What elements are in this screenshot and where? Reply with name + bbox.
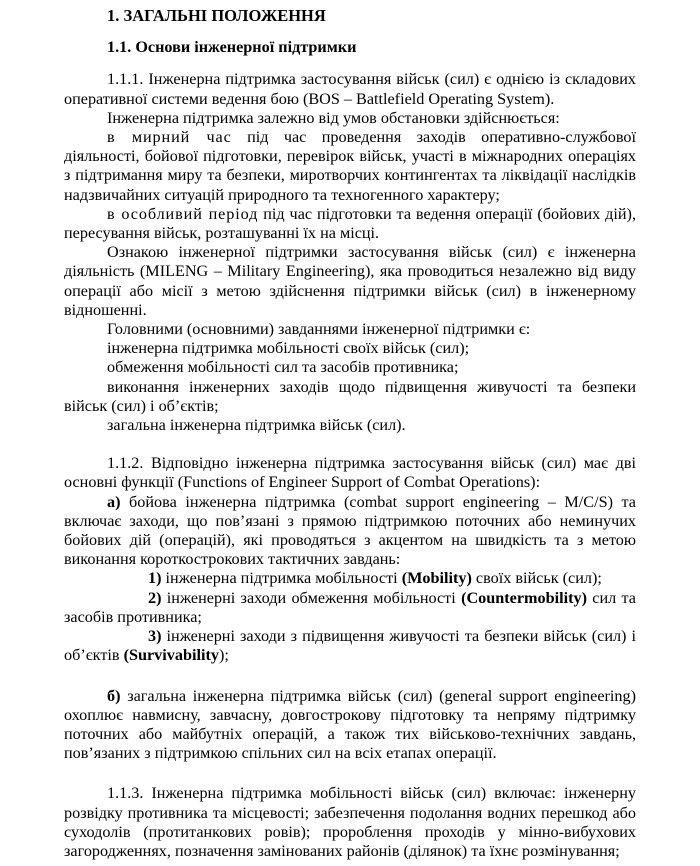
paragraph-general-support (64, 687, 636, 764)
combat-support-text: бойова інженерна підтримка (combat support engineering – M/C/S) та включає заходи, що пов’язані з прямою підтримкою поточних або неминучих бойових дій (операцій), які проводяться з акцентом на швидкість та з метою виконання короткострокових тактичних завдань: (64, 492, 636, 569)
paragraph-1-1-2: 1.1.2. Відповідно інженерна підтримка застосування військ (сил) має дві основні функції (Functions of Engineer Support of Combat Operations): (64, 454, 636, 492)
special-period-text: під час підготовки та ведення операції (бойових дій), пересування військ, розташуванні їх на місці. (64, 204, 636, 243)
item-label-a: а) (107, 492, 121, 511)
item-text: інженерні заходи з підвищення живучості та безпеки військ (сил) і об’єктів (64, 627, 636, 665)
task-item: обмеження мобільності сил та засобів противника; (107, 358, 459, 377)
item-term: (Mobility) (401, 569, 472, 588)
item-term: (Survivability (123, 646, 219, 665)
item-number: 1) (148, 569, 162, 588)
function-item-mobility (64, 569, 636, 588)
peacetime-text: під час проведення заходів оперативно-службової діяльності, бойової підготовки, перевірок військ, участі в міжнародних операціях з підтримання миру та безпеки, миротворчих контингентах та ліквідації наслідків надзвичайних ситуацій природного та техногенного характеру; (64, 128, 636, 204)
paragraph-combat-support (64, 493, 636, 570)
document-page (0, 6, 700, 866)
paragraph-1-1-3: 1.1.3. Інженерна підтримка мобільності військ (сил) включає: інженерну розвідку противника та місцевості; забезпечення подолання водних перешкод або суходолів (протитанкових ровів); пророблення проходів у мінно-вибухових загородженнях, позначення замінованих районів (ділянок) та їхнє розмінування; (64, 784, 636, 860)
paragraph-conditions: Інженерна підтримка залежно від умов обстановки здійснюється: (107, 108, 560, 127)
item-text: сил та засобів противника; (64, 588, 636, 626)
peacetime-lead: в мирний час (107, 128, 232, 147)
paragraph-1-1-1: 1.1.1. Інженерна підтримка застосування військ (сил) є однією із складових оперативної системи ведення бою (BOS – Battlefield Operating System). (64, 70, 636, 108)
function-item-countermobility (64, 589, 636, 627)
general-support-text: загальна інженерна підтримка військ (сил) (general support engineering) охоплює навмисну, завчасну, довгострокову підготовку та непряму підтримку поточних або майбутніх операцій, а також тих військово-технічних завдань, пов’язаних з підтримкою спільних сил на всіх етапах операції. (64, 686, 636, 763)
item-text: своїх військ (сил); (471, 569, 602, 588)
item-label-b: б) (107, 686, 121, 705)
subsection-heading: 1.1. Основи інженерної підтримки (107, 38, 357, 57)
paragraph-main-tasks: Головними (основними) завданнями інженерної підтримки є: (107, 320, 531, 339)
special-period-lead: в особливий період (107, 204, 259, 223)
section-heading: 1. ЗАГАЛЬНІ ПОЛОЖЕННЯ (107, 6, 326, 25)
item-text: ); (218, 646, 229, 665)
paragraph-special-period (64, 205, 636, 243)
task-item: загальна інженерна підтримка військ (сил). (107, 416, 406, 435)
item-number: 2) (148, 588, 162, 607)
task-item: інженерна підтримка мобільності своїх військ (сил); (107, 339, 470, 358)
item-term: (Countermobility) (461, 588, 587, 607)
function-item-survivability (64, 627, 636, 665)
paragraph-mileng: Ознакою інженерної підтримки застосування військ (сил) є інженерна діяльність (MILENG – Military Engineering), яка проводиться незалежно від виду операції або місії з метою здійснення підтримки військ (сил) в інженерному відношенні. (64, 243, 636, 319)
item-text: інженерні заходи обмеження мобільності (161, 588, 462, 607)
task-item: виконання інженерних заходів щодо підвищення живучості та безпеки військ (сил) і об’єктів; (64, 377, 636, 415)
item-text: інженерна підтримка мобільності (161, 569, 402, 588)
paragraph-peacetime (64, 128, 636, 205)
item-number: 3) (148, 627, 162, 646)
